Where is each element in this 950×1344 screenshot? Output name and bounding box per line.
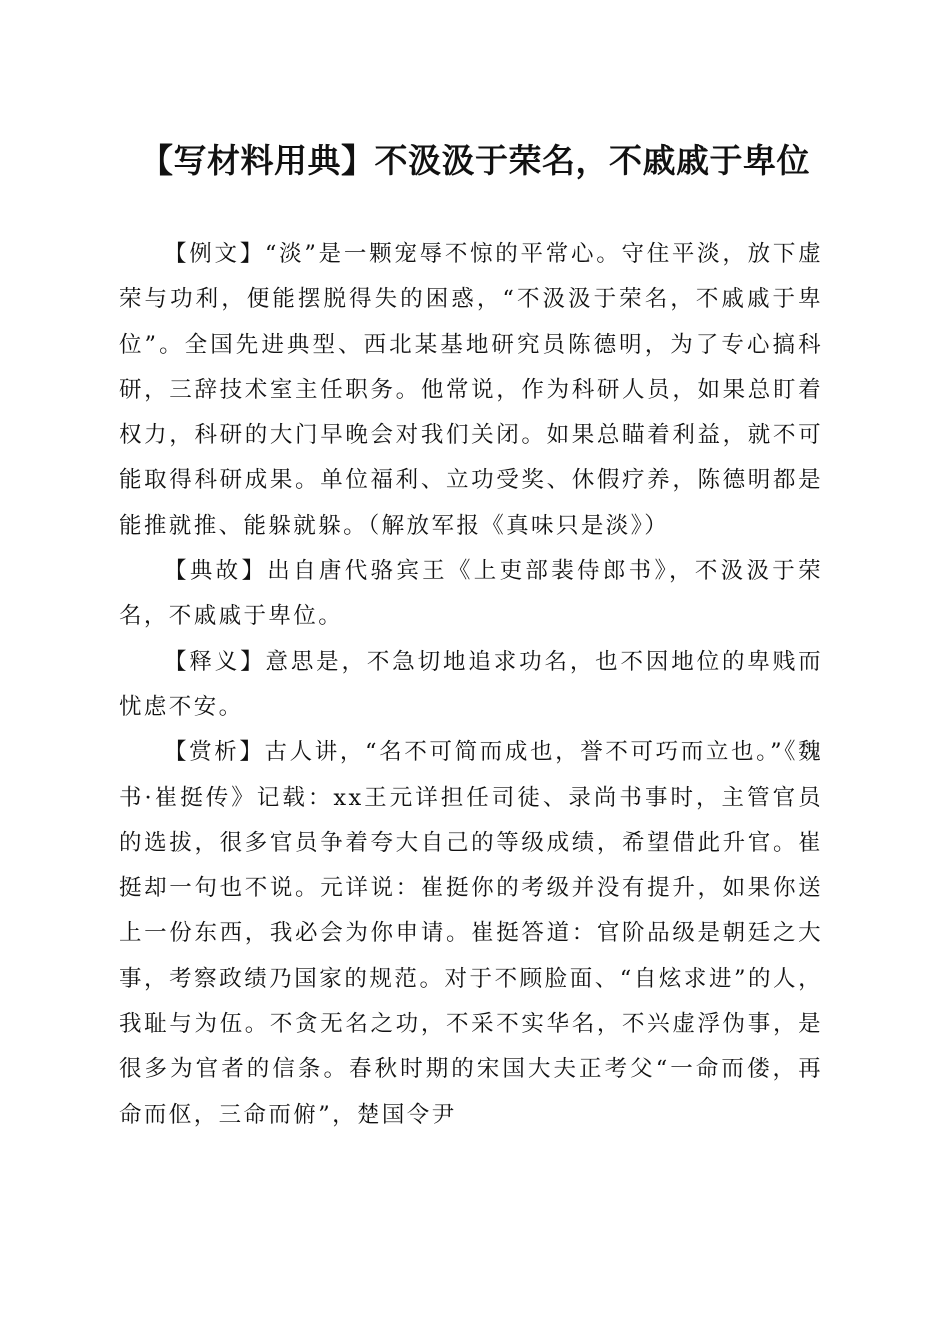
paragraph-origin: 【典故】出自唐代骆宾王《上吏部裴侍郎书》，不汲汲于荣名，不戚戚于卑位。 bbox=[119, 558, 823, 630]
document-title: 【写材料用典】不汲汲于荣名，不戚戚于卑位 bbox=[140, 141, 810, 180]
paragraph-example: 【例文】“淡”是一颗宠辱不惊的平常心。守住平淡，放下虚荣与功利，便能摆脱得失的困惑，“不汲汲于荣名，不戚戚于卑位”。全国先进典型、西北某基地研究员陈德明，为了专心搞科研，三辞技术室主任职务。他常说，作为科研人员，如果总盯着权力，科研的大门早晚会对我们关闭。如果总瞄着利益，就不可能取得科研成果。单位福利、立功受奖、休假疗养，陈德明都是能推就推、能躲就躲。（解放军报《真味只是淡》） bbox=[119, 241, 823, 539]
paragraph-appreciation: 【赏析】古人讲，“名不可简而成也，誉不可巧而立也。”《魏书·崔挺传》记载：xx王元详担任司徒、录尚书事时，主管官员的选拔，很多官员争着夸大自己的等级成绩，希望借此升官。崔挺却一句也不说。元详说：崔挺你的考级并没有提升，如果你送上一份东西，我必会为你申请。崔挺答道：官阶品级是朝廷之大事，考察政绩乃国家的规范。对于不顾脸面、“自炫求进”的人，我耻与为伍。不贪无名之功，不采不实华名，不兴虚浮伪事，是很多为官者的信条。春秋时期的宋国大夫正考父“一命而偻，再命而伛，三命而俯”，楚国令尹 bbox=[119, 739, 823, 1128]
paragraph-meaning: 【释义】意思是，不急切地追求功名，也不因地位的卑贱而忧虑不安。 bbox=[119, 648, 823, 720]
document-body bbox=[119, 232, 823, 1138]
